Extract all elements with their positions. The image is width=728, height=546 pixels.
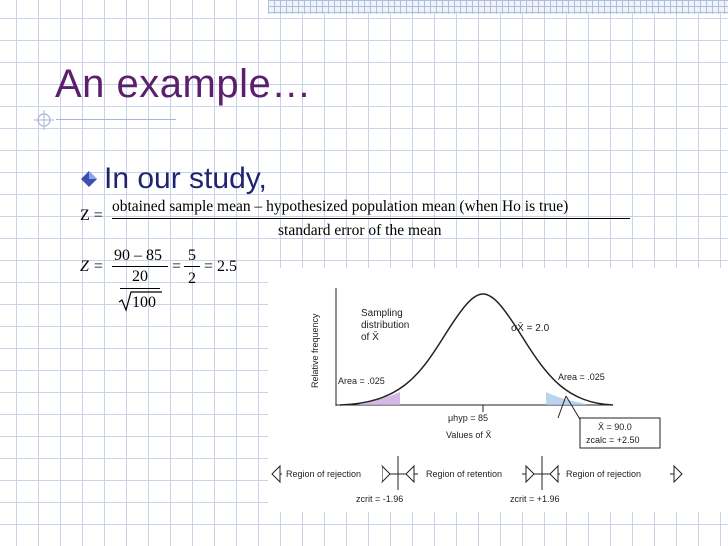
y-axis-label: Relative frequency bbox=[310, 313, 320, 388]
formula2-numerator-2: 5 bbox=[188, 247, 196, 264]
region-retention: Region of retention bbox=[426, 469, 503, 479]
sampling-distribution-figure bbox=[268, 268, 728, 512]
formula1-denominator: standard error of the mean bbox=[278, 222, 442, 239]
sampling-label-1: Sampling bbox=[361, 308, 403, 319]
x-axis-label: Values of X̄ bbox=[446, 430, 492, 440]
title-underline bbox=[56, 119, 176, 120]
formula2-inner-fraction-bar bbox=[120, 288, 160, 289]
region-reject-right: Region of rejection bbox=[566, 469, 642, 479]
sigma-label: σX̄ = 2.0 bbox=[511, 323, 550, 334]
mu-label: μhyp = 85 bbox=[448, 413, 488, 423]
bullet-text: In our study, bbox=[104, 162, 267, 195]
formula1-numerator: obtained sample mean – hypothesized population mean (when Ho is true) bbox=[112, 198, 569, 215]
bullet-item bbox=[80, 162, 267, 196]
formula2-sqrt-value: 100 bbox=[132, 294, 156, 311]
zcrit-left: zcrit = -1.96 bbox=[356, 494, 404, 504]
formula1-fraction-bar bbox=[112, 218, 630, 219]
sampling-label-2: distribution bbox=[361, 320, 410, 331]
formula2-fraction-bar bbox=[112, 266, 168, 267]
formula2-denominator-2: 2 bbox=[188, 270, 196, 287]
formula2-numerator: 90 – 85 bbox=[114, 247, 162, 264]
formula2-equals: = bbox=[172, 258, 182, 275]
sampling-distribution-diagram bbox=[268, 268, 728, 512]
formula2-inner-numerator: 20 bbox=[132, 268, 148, 285]
area-right-label: Area = .025 bbox=[558, 372, 605, 382]
slide-title: An example… bbox=[55, 62, 312, 106]
region-reject-left: Region of rejection bbox=[286, 469, 362, 479]
xbar-value: X̄ = 90.0 bbox=[598, 422, 632, 432]
formula1-lhs: Z = bbox=[80, 207, 103, 224]
formula2-fraction-bar-2 bbox=[184, 266, 200, 267]
sampling-label-3: of X̄ bbox=[361, 332, 379, 343]
crosshair-ornament bbox=[34, 110, 54, 130]
formula2-lhs: Z = bbox=[80, 258, 104, 275]
z-calc-label: zcalc = +2.50 bbox=[586, 435, 640, 445]
area-left-label: Area = .025 bbox=[338, 376, 385, 386]
formula2-result: = 2.5 bbox=[204, 258, 238, 275]
zcrit-right: zcrit = +1.96 bbox=[510, 494, 560, 504]
top-decoration-band bbox=[268, 0, 728, 14]
diamond-bullet-icon bbox=[80, 170, 98, 188]
